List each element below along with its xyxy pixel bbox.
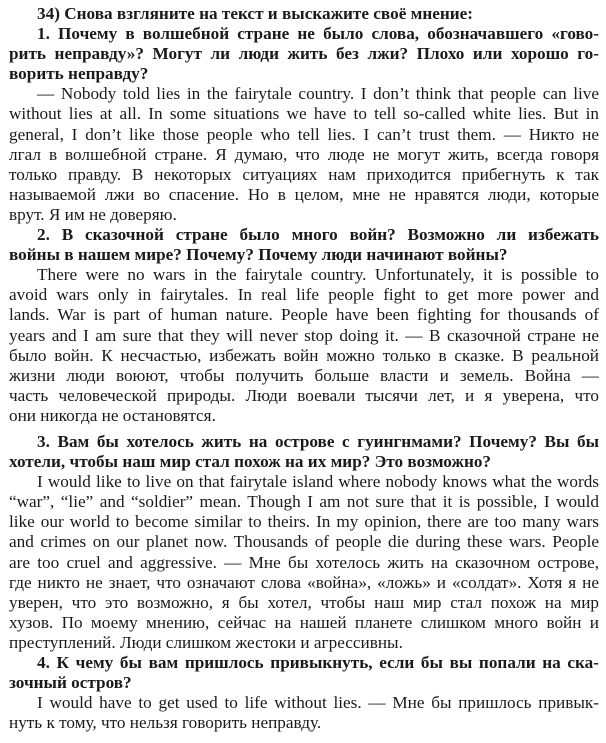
exercise-content [9,24,599,733]
answer-paragraph [9,693,599,733]
answer-line: жизни люди воюют, чтобы получить больше власти и земель. Война — [9,365,599,385]
answer-line: years and I am sure that they will never stop doing it. — В сказочной стране не [9,325,599,345]
answer-line: было войн. К несчастью, избежать войн можно только в сказке. В реальной [9,345,599,365]
answer-line: — Nobody told lies in the fairytale country. I don’t think that people can live [37,84,599,104]
document-page [9,4,599,733]
answer-line: только правду. В некоторых ситуациях нам приходится прибегнуть к так [9,164,599,184]
question-paragraph [9,653,599,693]
answer-line: I would like to live on that fairytale island where nobody knows what the words [37,472,599,492]
answer-line: они никогда не остановятся. [9,405,216,425]
answer-line: I would have to get used to life without lies. — Мне бы пришлось привык- [37,693,599,713]
answer-line: где никто не знает, что означают слова «война», «ложь» и «солдат». Хотя я не [9,572,599,592]
answer-paragraph [9,84,599,225]
question-line: 2. В сказочной стране было много войн? Возможно ли избежать [37,225,599,245]
answer-line: general, I don’t like those people who tell lies. I can’t trust them. — Никто не [9,124,599,144]
question-line: 1. Почему в волшебной стране не было слова, обозначавшего «гово- [37,24,599,44]
answer-line: “war”, “lie” and “soldier” mean. Though I am not sure that it is possible, I would [9,492,599,512]
answer-line: называемой лжи во спасение. Но в целом, мне не нравятся люди, которые [9,184,599,204]
exercise-title: 34) Снова взгляните на текст и выскажите своё мнение: [37,4,474,23]
question-line: 4. К чему бы вам пришлось привыкнуть, если бы вы попали на ска- [37,653,599,672]
answer-line: лгал в волшебной стране. Я думаю, что люде не могут жить, всегда говоря [9,144,599,164]
answer-line: There were no wars in the fairytale country. Unfortunately, it is possible to [37,265,599,285]
question-paragraph [9,432,599,472]
answer-line: and crimes on our planet now. Thousands of people die during these wars. People [9,532,599,552]
answer-line: without lies at all. In some situations we have to tell so-called white lies. But in [9,104,599,124]
answer-line: уверен, что это возможно, я бы хотел, чтобы наш мир стал похож на мир [9,592,599,612]
question-line: ворить неправду? [9,64,149,84]
question-line: хотели, чтобы наш мир стал похож на их мир? Это возможно? [9,452,492,472]
question-paragraph [9,225,599,265]
question-line: зочный остров? [9,673,132,693]
answer-line: lands. War is part of human nature. People have been fighting for thousands of [9,305,599,325]
answer-paragraph [9,472,599,653]
question-line: войны в нашем мире? Почему? Почему люди начинают войны? [9,245,508,265]
answer-line: хузов. По моему мнению, сейчас на нашей планете слишком много войн и [9,612,599,632]
question-paragraph [9,24,599,84]
answer-paragraph [9,265,599,426]
answer-line: like our world to become similar to theirs. In my opinion, there are too many wars [9,512,599,532]
answer-line: преступлений. Люди слишком жестоки и агрессивны. [9,632,403,652]
question-line: 3. Вам бы хотелось жить на острове с гуингнмами? Почему? Вы бы [37,431,599,451]
answer-line: врут. Я им не доверяю. [9,204,177,224]
answer-line: are too cruel and aggressive. — Мне бы хотелось жить на сказочном острове, [9,552,599,572]
answer-line: avoid wars only in fairytales. In real life people fight to get more power and [9,285,599,305]
answer-line: нуть к тому, что нельзя говорить неправду. [9,713,322,733]
answer-line: часть человеческой природы. Люди воевали тысячи лет, и я уверена, что [9,385,599,405]
question-line: рить неправду»? Могут ли люди жить без лжи? Плохо или хорошо го- [9,44,599,64]
